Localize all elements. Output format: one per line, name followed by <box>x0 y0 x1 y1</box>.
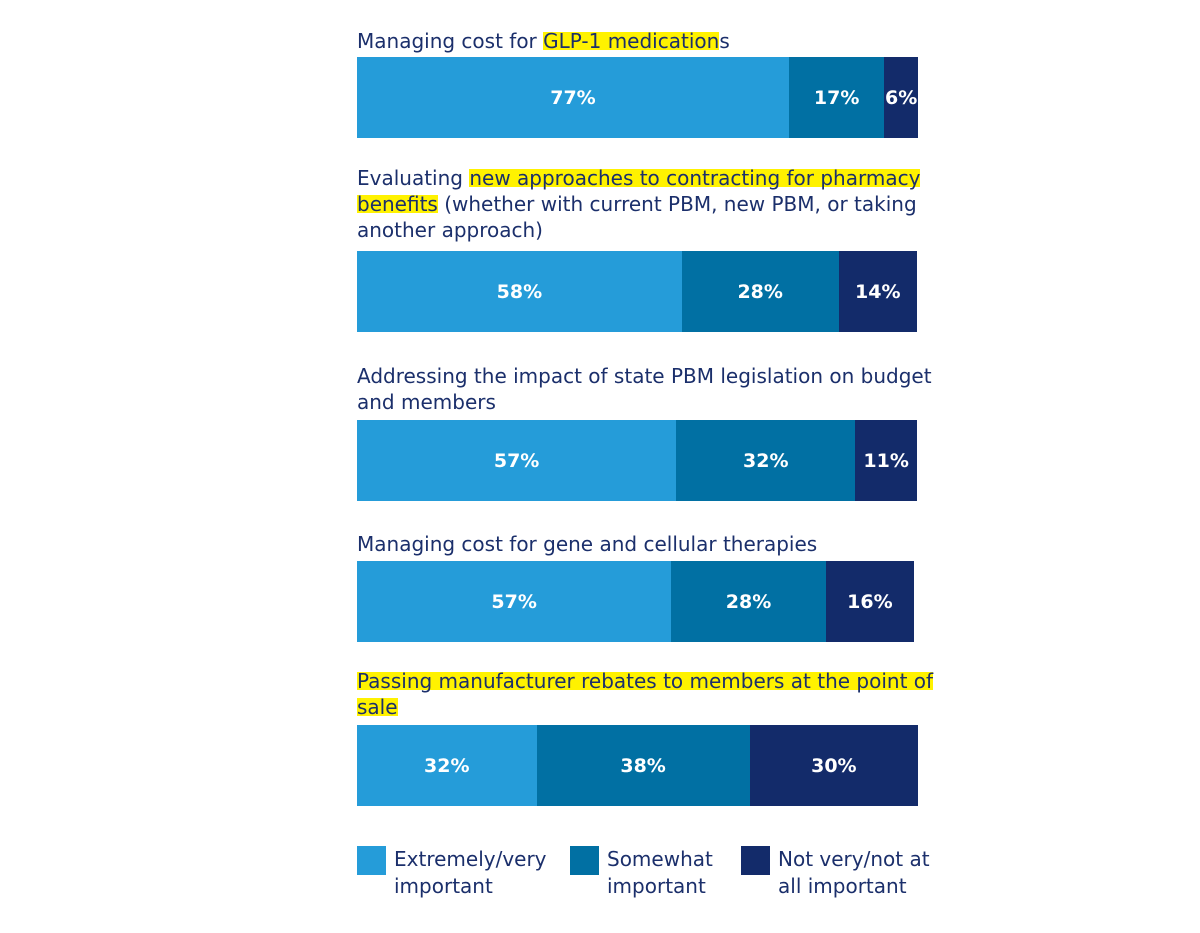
stacked-bar <box>357 420 917 501</box>
highlighted-label-text: Passing manufacturer rebates to members at the point of sale <box>357 669 934 719</box>
data-label: 30% <box>811 754 857 777</box>
category-label <box>357 363 937 415</box>
data-label: 77% <box>550 86 596 109</box>
bar-segment <box>750 725 918 806</box>
data-label: 14% <box>855 280 901 303</box>
bar-segment <box>671 561 825 642</box>
legend-label: Somewhat important <box>607 847 713 898</box>
stacked-bar <box>357 561 914 642</box>
legend-item <box>357 846 547 900</box>
data-label: 16% <box>847 590 893 613</box>
stacked-bar <box>357 725 918 806</box>
label-text: Managing cost for gene and cellular therapies <box>357 532 818 556</box>
data-label: 58% <box>496 280 543 303</box>
bar-segment <box>357 251 682 332</box>
legend-label: Extremely/very important <box>394 847 547 898</box>
stacked-bar <box>357 251 917 332</box>
legend-label: Not very/not at all important <box>778 847 930 898</box>
legend-item <box>741 846 941 900</box>
bar-segment <box>357 420 676 501</box>
bar-segment <box>682 251 839 332</box>
data-label: 11% <box>863 449 909 472</box>
bar-segment <box>537 725 750 806</box>
bar-segment <box>357 725 537 806</box>
stacked-bar <box>357 57 918 138</box>
legend-swatch <box>741 846 770 875</box>
bar-segment <box>884 57 918 138</box>
bar-segment <box>357 57 789 138</box>
category-label <box>357 531 937 557</box>
highlighted-label-text: new approaches to contracting for pharmacy benefits <box>357 166 921 216</box>
legend <box>357 846 957 906</box>
label-text: Addressing the impact of state PBM legislation on budget and members <box>357 364 932 414</box>
data-label: 38% <box>620 754 666 777</box>
data-label: 32% <box>424 754 470 777</box>
data-label: 28% <box>725 590 772 613</box>
data-label: 17% <box>813 86 860 109</box>
highlighted-label-text: GLP-1 medication <box>543 29 720 53</box>
data-label: 6% <box>885 86 918 109</box>
bar-segment <box>855 420 917 501</box>
legend-swatch <box>357 846 386 875</box>
bar-segment <box>826 561 914 642</box>
legend-swatch <box>570 846 599 875</box>
label-text: s <box>719 29 730 53</box>
bar-segment <box>789 57 884 138</box>
data-label: 57% <box>491 590 537 613</box>
category-label <box>357 28 937 54</box>
category-label <box>357 668 937 720</box>
data-label: 57% <box>493 449 540 472</box>
label-text: Managing cost for <box>357 29 544 53</box>
bar-segment <box>839 251 917 332</box>
bar-segment <box>357 561 671 642</box>
label-text: (whether with current PBM, new PBM, or taking another approach) <box>357 192 917 242</box>
label-text: Evaluating <box>357 166 470 190</box>
data-label: 28% <box>737 280 783 303</box>
data-label: 32% <box>743 449 789 472</box>
bar-segment <box>676 420 855 501</box>
category-label <box>357 165 937 243</box>
legend-item <box>570 846 730 900</box>
